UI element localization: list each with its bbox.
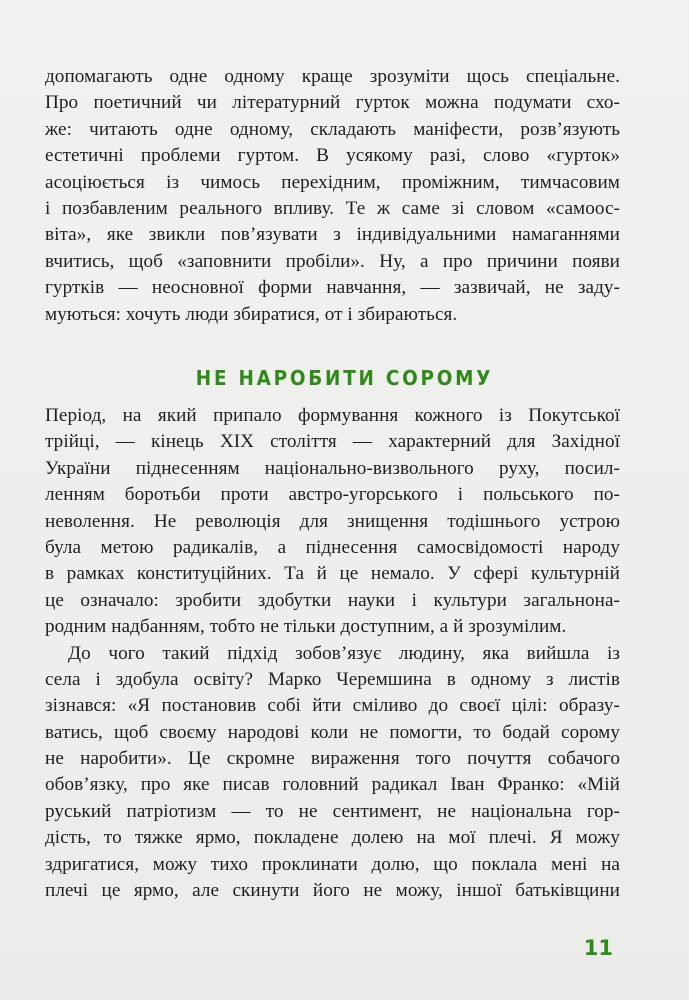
text-line: родним надбанням, тобто не тільки доступним, а й зрозумілим. [45,616,567,638]
text-line: руський патріотизм — то не сентимент, не національна гор- [45,800,620,822]
text-line: і позбавленим реального впливу. Те ж саме зі словом «самоос- [45,197,620,219]
text-line: Період, на який припало формування кожного із Покутської [45,405,620,426]
section-heading: НЕ НАРОБИТИ СОРОМУ [195,366,494,390]
text-line: в рамках конституційних. Та й це немало. У сфері культурній [45,563,620,585]
text-line: вчитись, щоб «заповнити пробіли». Ну, а про причини появи [45,250,620,272]
text-line: же: читають одне одному, складають маніфести, розв’язують [45,118,620,140]
text-line: неволення. Не революція для знищення тодішнього устрою [45,510,620,532]
text-line: дість, то тяжке ярмо, покладене долею на мої плечі. Я можу [45,827,620,849]
paragraph-main [45,403,620,904]
text-line: села і здобула освіту? Марко Черемшина в одному з листів [45,668,620,690]
text-line: допомагають одне одному краще зрозуміти щось спеціальне. [45,66,620,87]
text-line: естетичні проблеми гуртом. В усякому разі, слово «гурток» [45,145,620,167]
text-line: не наробити». Це скромне вираження того почуття собачого [45,748,620,770]
text-line: здригатися, можу тихо проклинати долю, що поклала мені на [45,853,620,875]
text-line: асоціюється із чимось перехідним, проміжним, тимчасовим [45,171,620,193]
text-line: зізнався: «Я постановив собі йти сміливо до своєї цілі: образу- [45,695,620,717]
text-line: муються: хочуть люди збиратися, от і збираються. [45,303,458,325]
text-line: віта», яке звикли пов’язувати з індивідуальними намаганнями [45,224,620,246]
text-line: плечі це ярмо, але скинути його не можу, іншої батьківщини [45,880,620,902]
text-line: це означало: зробити здобутки науки і культури загальнона- [45,589,620,611]
text-line: ватись, щоб своєму народові коли не помогти, то бодай сорому [45,721,620,743]
paragraph-intro [45,64,620,328]
text-line: Про поетичний чи літературний гурток можна подумати схо- [45,92,620,114]
text-line: До чого такий підхід зобов’язує людину, яка вийшла із [68,642,620,664]
text-line: гуртків — неосновної форми навчання, — зазвичай, не заду- [45,277,620,299]
text-line: України піднесенням національно-визвольного руху, посил- [45,457,620,479]
text-line: була метою радикалів, а піднесення самосвідомості народу [45,536,620,558]
text-line: обов’язку, про яке писав головний радикал Іван Франко: «Мій [45,774,620,796]
text-line: трійці, — кінець XIX століття — характерний для Західної [45,431,620,453]
text-line: ленням боротьби проти австро-угорського і польського по- [45,484,620,506]
page-number: 11 [583,936,613,960]
